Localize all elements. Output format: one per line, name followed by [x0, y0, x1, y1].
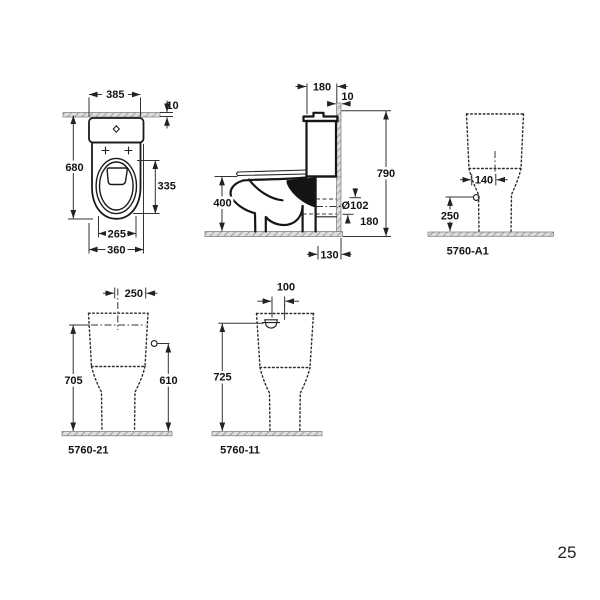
dim-rim-height: 400	[213, 197, 232, 210]
floor-section-side-view	[205, 232, 343, 237]
model-label-11: 5760-11	[220, 444, 260, 457]
seat-outer	[96, 158, 136, 213]
dim-tank-depth: 180	[312, 81, 332, 94]
cistern-lid	[304, 113, 338, 121]
cistern-outline	[89, 118, 144, 143]
dim-total-depth: 680	[65, 161, 84, 174]
cistern-side	[307, 121, 337, 177]
dim-tank-width: 385	[106, 89, 125, 102]
dim-inlet-height: 250	[440, 210, 460, 223]
dim-outlet-height: 180	[360, 216, 379, 228]
dim-wall-thickness: 10	[166, 100, 179, 112]
page-number: 25	[557, 543, 577, 562]
seat-inner	[100, 162, 134, 210]
dim-wall-side: 10	[341, 90, 354, 103]
floor-front-view-21	[62, 432, 172, 436]
floor-back-view	[428, 232, 554, 236]
floor-front-view-11	[212, 432, 322, 436]
front-view-5760-11	[212, 282, 323, 457]
dim-seat-width: 265	[107, 228, 126, 241]
dim-hinge-height: 610	[159, 374, 178, 387]
flush-button-mark	[113, 126, 119, 132]
hinge-marks	[102, 147, 132, 154]
flush-opening	[107, 168, 127, 185]
seat-profile	[237, 170, 307, 176]
wall-section-top-view	[63, 113, 160, 118]
side-view	[205, 81, 397, 261]
dim-total-height: 790	[376, 168, 396, 180]
bowl-inner-profile	[249, 180, 283, 201]
dim-body-height-11: 725	[213, 371, 232, 384]
dim-outlet-offset: 130	[320, 249, 339, 262]
dim-bowl-depth: 335	[157, 180, 176, 193]
dim-base-width: 360	[107, 244, 126, 257]
model-label-21: 5760-21	[68, 444, 109, 457]
front-view-5760-21	[62, 288, 180, 457]
section-fill	[286, 177, 315, 207]
water-inlet	[265, 320, 278, 328]
dim-body-height-21: 705	[64, 374, 83, 387]
trap-profile	[266, 206, 303, 232]
dim-inlet-offset: 100	[276, 281, 296, 294]
seat-hinge-hole	[151, 341, 157, 347]
dim-center-offset: 140	[474, 174, 494, 187]
model-label-a1: 5760-A1	[446, 245, 489, 258]
dim-outlet-diameter: Ø102	[341, 199, 369, 212]
dim-tank-top-width: 250	[124, 288, 143, 301]
back-view-5760-A1	[428, 114, 554, 258]
wall-section-side-view	[337, 103, 342, 232]
top-view	[63, 89, 179, 257]
